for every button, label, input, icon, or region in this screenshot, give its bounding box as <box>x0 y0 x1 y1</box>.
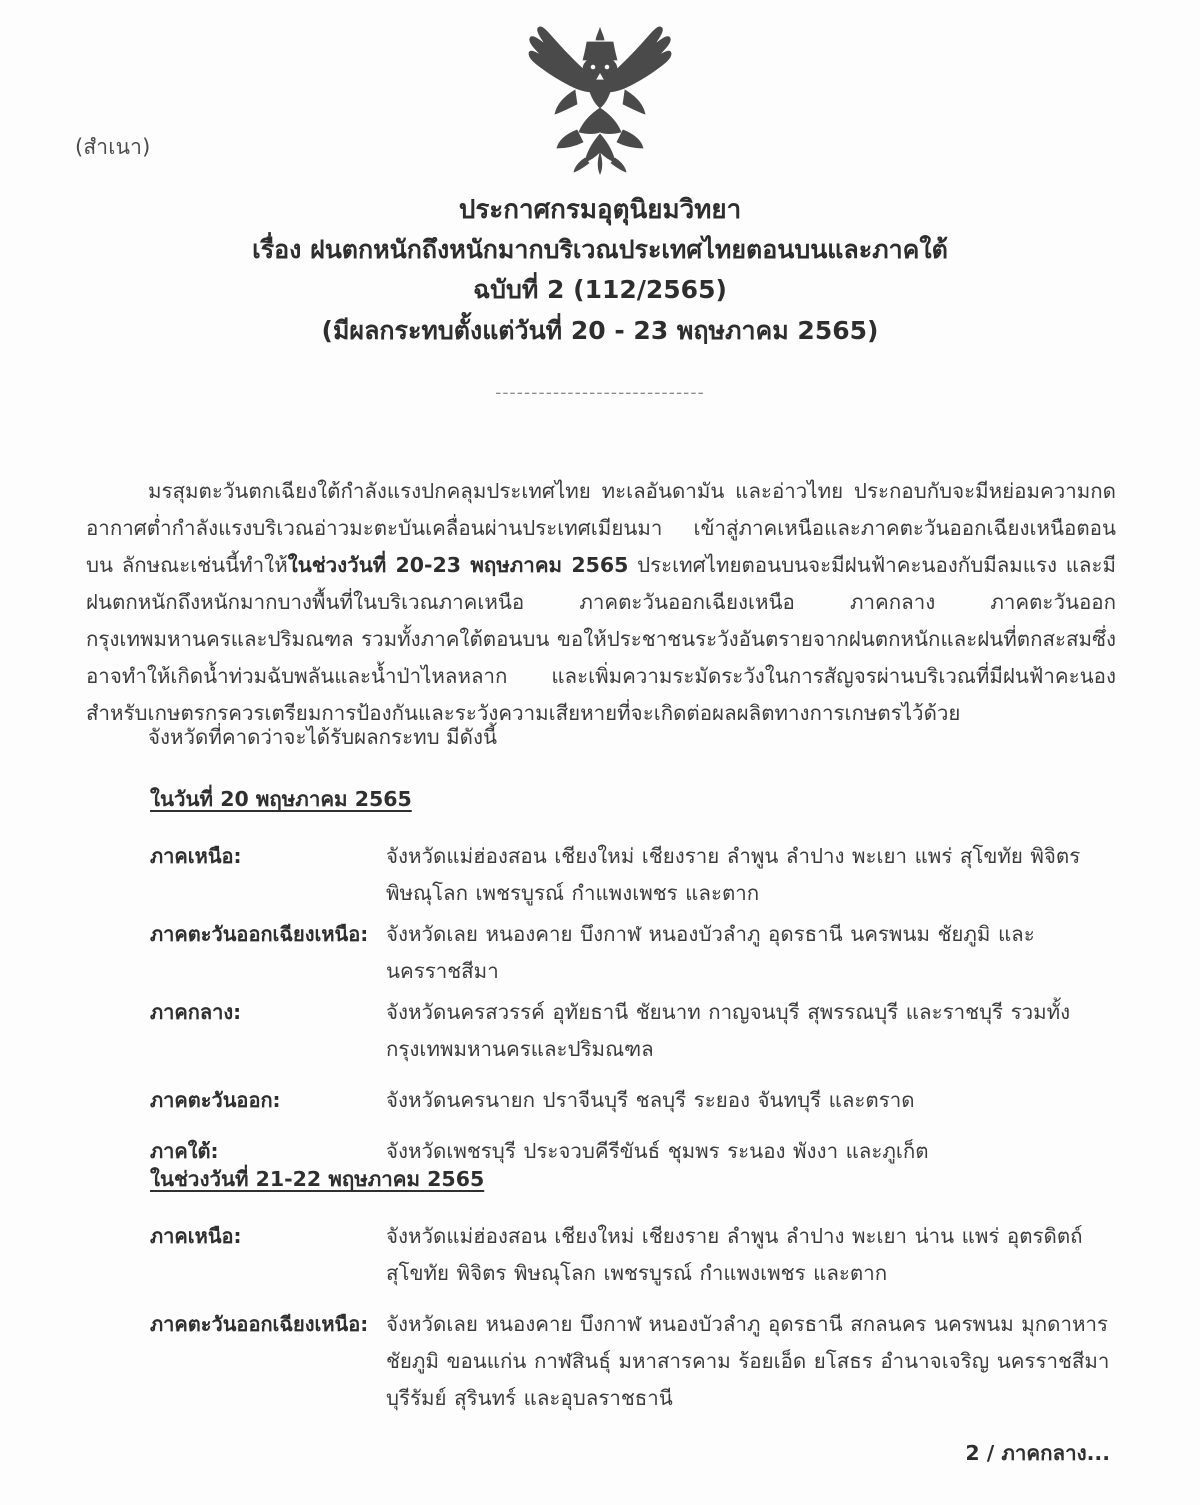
title-issue-number: ฉบับที่ 2 (112/2565) <box>473 275 727 305</box>
table-row <box>0 1306 1200 1417</box>
region-provinces: จังหวัดแม่ฮ่องสอน เชียงใหม่ เชียงราย ลำพูน ลำปาง พะเยา แพร่ สุโขทัย พิจิตร พิษณุโลก เพชรบูรณ์ กำแพงเพชร และตาก <box>386 844 1081 905</box>
region-rows-2 <box>0 1218 1200 1417</box>
table-row <box>0 916 1200 990</box>
region-label: ภาคเหนือ: <box>150 844 242 868</box>
body-part-1: มรสุมตะวันตกเฉียงใต้กำลังแรงปกคลุมประเทศไทย ทะเลอันดามัน และอ่าวไทย ประกอบกับจะมีหย่อมความกดอากาศต่ำกำลังแรงบริเวณอ่าวมะตะบันเคลื่อนผ่านประเทศเมียนมา เข้าสู่ภาคเหนือและภาคตะวันออกเฉียงเหนือตอนบน ลักษณะเช่นนี้ทำให้ <box>86 478 1116 577</box>
title-divider: ----------------------------- <box>495 383 705 403</box>
region-provinces: จังหวัดนครสวรรค์ อุทัยธานี ชัยนาท กาญจนบุรี สุพรรณบุรี และราชบุรี รวมทั้งกรุงเทพมหานครและปริมณฑล <box>386 1000 1071 1061</box>
region-provinces: จังหวัดเพชรบุรี ประจวบคีรีขันธ์ ชุมพร ระนอง พังงา และภูเก็ต <box>386 1139 929 1163</box>
table-row <box>0 994 1200 1068</box>
table-row <box>0 1082 1200 1119</box>
title-subject: เรื่อง ฝนตกหนักถึงหนักมากบริเวณประเทศไทยตอนบนและภาคใต้ <box>252 234 948 264</box>
body-bold-period: ในช่วงวันที่ 20-23 พฤษภาคม 2565 <box>287 552 629 577</box>
body-part-2: ประเทศไทยตอนบนจะมีฝนฟ้าคะนองกับมีลมแรง และมีฝนตกหนักถึงหนักมากบางพื้นที่ในบริเวณภาคเหนือ ภาคตะวันออกเฉียงเหนือ ภาคกลาง ภาคตะวันออก กรุงเทพมหานครและปริมณฑล รวมทั้งภาคใต้ตอนบน ขอให้ประชาชนระวังอันตรายจากฝนตกหนักและฝนที่ตกสะสมซึ่งอาจทำให้เกิดน้ำท่วมฉับพลันและน้ำป่าไหลหลาก และเพิ่มความระมัดระวังในการสัญจรผ่านบริเวณที่มีฝนฟ้าคะนอง สำหรับเกษตรกรควรเตรียมการป้องกันและระวังความเสียหายที่จะเกิดต่อผลผลิตทางการเกษตรไว้ด้วย <box>86 552 1117 725</box>
title-block <box>0 192 1200 348</box>
page-title: ประกาศกรมอุตุนิยมวิทยา <box>458 195 742 225</box>
date-heading-1: ในวันที่ 20 พฤษภาคม 2565 <box>150 787 412 811</box>
expected-provinces-note: จังหวัดที่คาดว่าจะได้รับผลกระทบ มีดังนี้ <box>148 725 498 749</box>
date-heading-2: ในช่วงวันที่ 21-22 พฤษภาคม 2565 <box>150 1167 485 1191</box>
region-provinces: จังหวัดแม่ฮ่องสอน เชียงใหม่ เชียงราย ลำพูน ลำปาง พะเยา น่าน แพร่ อุตรดิตถ์ สุโขทัย พิจิตร พิษณุโลก เพชรบูรณ์ กำแพงเพชร และตาก <box>386 1224 1083 1285</box>
date-section-2 <box>0 1163 1200 1421</box>
region-provinces: จังหวัดเลย หนองคาย บึงกาฬ หนองบัวลำภู อุดรธานี นครพนม ชัยภูมิ และนครราชสีมา <box>386 922 1035 983</box>
table-row <box>0 838 1200 912</box>
copy-mark: (สำเนา) <box>75 135 151 159</box>
garuda-emblem <box>0 12 1200 182</box>
body-paragraph <box>86 473 1116 732</box>
region-label: ภาคเหนือ: <box>150 1224 242 1248</box>
page-footer: 2 / ภาคกลาง... <box>965 1441 1110 1465</box>
region-rows-1 <box>0 838 1200 1170</box>
date-section-1 <box>0 783 1200 1174</box>
region-label: ภาคตะวันออกเฉียงเหนือ: <box>150 922 369 946</box>
region-label: ภาคใต้: <box>150 1139 219 1163</box>
table-row <box>0 1218 1200 1292</box>
region-label: ภาคตะวันออกเฉียงเหนือ: <box>150 1312 369 1336</box>
region-label: ภาคกลาง: <box>150 1000 242 1024</box>
region-provinces: จังหวัดเลย หนองคาย บึงกาฬ หนองบัวลำภู อุดรธานี สกลนคร นครพนม มุกดาหาร ชัยภูมิ ขอนแก่น กาฬสินธุ์ มหาสารคาม ร้อยเอ็ด ยโสธร อำนาจเจริญ นครราชสีมา บุรีรัมย์ สุรินทร์ และอุบลราชธานี <box>386 1312 1110 1410</box>
title-effective-period: (มีผลกระทบตั้งแต่วันที่ 20 - 23 พฤษภาคม 2565) <box>321 315 879 345</box>
region-label: ภาคตะวันออก: <box>150 1088 281 1112</box>
region-provinces: จังหวัดนครนายก ปราจีนบุรี ชลบุรี ระยอง จันทบุรี และตราด <box>386 1088 915 1112</box>
